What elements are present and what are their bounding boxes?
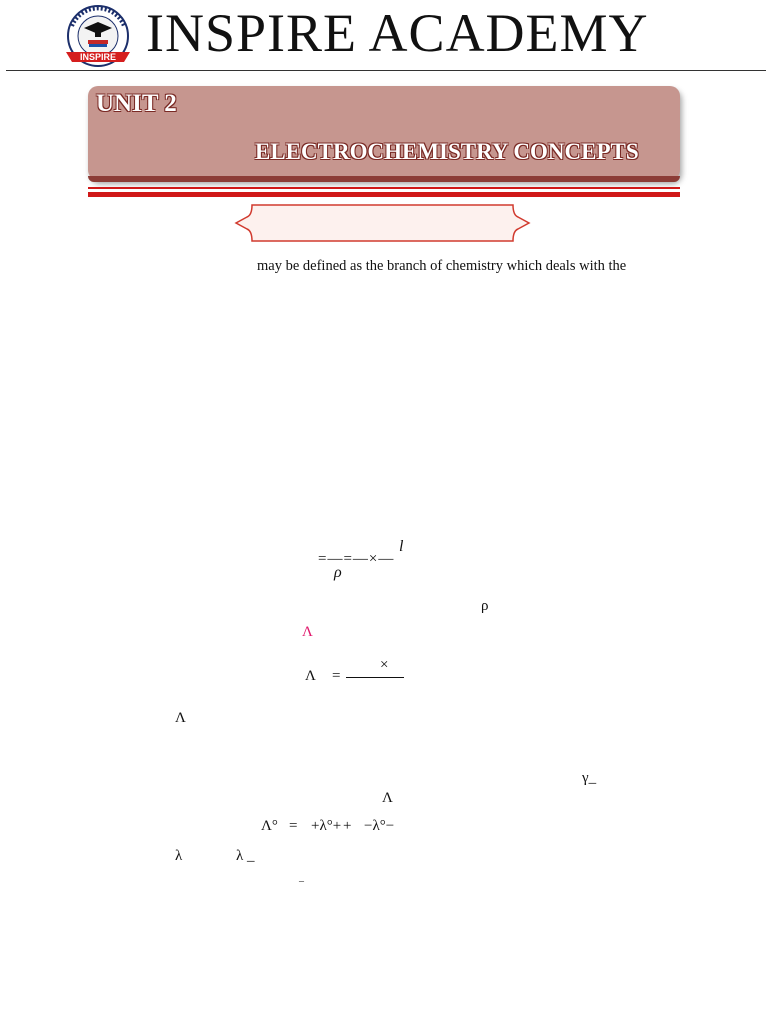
formula1-operators: =—=—×— [318, 551, 395, 567]
formula2-lambda: Λ [305, 668, 316, 684]
formula2-fraction-bar [346, 677, 404, 678]
lambda-symbol-mid: Λ [382, 790, 393, 806]
kohlrausch-cation-term: +λ°+ [311, 818, 342, 834]
lambda-symbol-left: Λ [175, 710, 186, 726]
lambda-small-2: λ _ [236, 848, 255, 864]
kohlrausch-equals: = [289, 818, 298, 834]
brand-title: INSPIRE ACADEMY [146, 3, 649, 63]
logo-badge-text: INSPIRE [79, 52, 117, 62]
formula1-rho: ρ [334, 564, 342, 581]
unit-title: ELECTROCHEMISTRY CONCEPTS [255, 139, 639, 164]
molar-conductivity-symbol: Λ [302, 624, 313, 640]
intro-text: may be defined as the branch of chemistry which deals with the [257, 258, 627, 274]
unit-label: UNIT 2 [96, 90, 177, 117]
gamma-symbol: γ_ [582, 770, 597, 786]
kohlrausch-anion-term: −λ°− [364, 818, 395, 834]
minus-subscript: – [299, 876, 304, 887]
banner-shadow-edge [88, 176, 680, 182]
formula2-equals: = [332, 668, 341, 684]
kohlrausch-lambda0: Λ° [261, 818, 278, 834]
lambda-small-1: λ [175, 848, 183, 864]
red-rule-thick [88, 192, 680, 197]
rho-symbol: ρ [481, 598, 489, 614]
formula2-times: × [380, 657, 389, 673]
section-ribbon [234, 203, 531, 243]
red-rule-thin [88, 187, 680, 189]
kohlrausch-plus: + [343, 818, 352, 834]
inspire-academy-logo [58, 4, 138, 72]
formula1-l: l [399, 538, 404, 555]
header-divider [6, 70, 766, 71]
